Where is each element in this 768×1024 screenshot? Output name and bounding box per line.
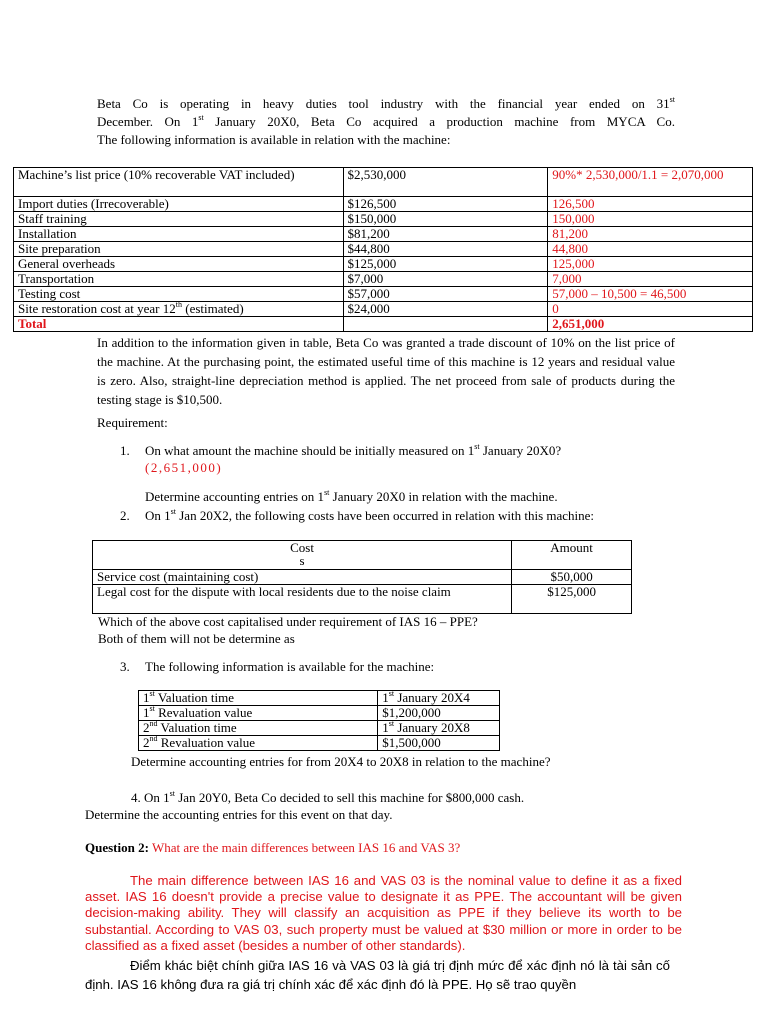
table-row [14,257,753,272]
ordinal: 1 [382,690,389,705]
cost-note: 90%* 2,530,000/1.1 = 2,070,000 [548,168,753,197]
cost-amount: $50,000 [512,570,632,585]
valuation-label [139,688,378,706]
cost-note: 7,000 [548,272,753,287]
header-costs: Cost s [93,541,512,570]
question-text-b: January 20X0? [479,443,562,458]
table-row [93,585,632,614]
cost-amount: $81,200 [343,227,548,242]
label-text: Valuation time [157,720,237,735]
total-row [14,317,753,332]
total-value: 2,651,000 [548,317,753,332]
table-row [14,272,753,287]
table-row [139,721,500,736]
superscript: nd [149,718,158,728]
answer-vietnamese: Điểm khác biệt chính giữa IAS 16 và VAS 03 là giá trị định mức để xác định nó là tài sản cố định. IAS 16 không đưa ra giá trị chính xác để xác định đó là PPE. Họ sẽ trao quyền [85,958,670,992]
total-label: Total [14,317,344,332]
cost-amount: $125,000 [512,585,632,614]
value-text: January 20X8 [394,720,470,735]
label-text: Revaluation value [157,735,255,750]
requirement-label: Requirement: [97,415,168,430]
label-text: Revaluation value [154,705,253,720]
table-row [93,570,632,585]
question-number: 1. [120,443,130,458]
cost-note: 0 [548,302,753,317]
table-row [14,168,753,197]
table-row [14,212,753,227]
additional-info-paragraph: In addition to the information given in table, Beta Co was granted a trade discount of 10% on the list price of the machine. At the purchasing point, the estimated useful time of this machine is 12 years and residual value is zero. Also, straight-line depreciation method is applied. The net proceed from sale of products during the testing stage is $10,500. [97,335,675,407]
cost-item: Installation [14,227,344,242]
intro-line-2 [97,113,675,131]
superscript: st [198,112,204,122]
cost-item: Transportation [14,272,344,287]
cost-item [14,299,344,317]
intro-line-2-text: December. On 1 [97,114,199,129]
table-row [14,242,753,257]
valuation-label [139,718,378,736]
table-row [14,227,753,242]
valuation-value: $1,200,000 [378,706,500,721]
intro-paragraph [97,95,675,149]
table-row [14,302,753,317]
cost-amount: $7,000 [343,272,548,287]
question-3-followup: Determine accounting entries for from 20X4 to 20X8 in relation to the machine? [131,754,551,769]
cost-item: Service cost (maintaining cost) [93,570,512,585]
question-text-b: Jan 20X2, the following costs have been occurred in relation with this machine: [175,508,595,523]
label-text: Valuation time [154,690,235,705]
question-2-answer: Both of them will not be determine as [98,631,295,646]
machine-cost-table [13,167,753,332]
costs-table [92,540,632,614]
table-row [139,736,500,751]
superscript: st [388,688,395,698]
cost-item: Legal cost for the dispute with local residents due to the noise claim [93,585,512,614]
cost-item-text-b: (estimated) [182,301,244,316]
question-text: The following information is available for the machine: [145,659,435,674]
superscript: st [149,688,155,698]
ordinal: 2 [143,735,150,750]
superscript: st [169,788,175,798]
question-number: 2. [120,508,130,523]
cost-amount: $2,530,000 [343,168,548,197]
superscript: st [474,441,480,451]
cost-note: 81,200 [548,227,753,242]
valuation-value [378,718,500,736]
table-row [14,287,753,302]
cost-item: General overheads [14,257,344,272]
table-row [139,691,500,706]
question-text: 4. On 1 [131,790,170,805]
cost-item: Site preparation [14,242,344,257]
superscript: st [669,94,675,104]
intro-line-3: The following information is available in relation with the machine: [97,132,451,147]
question-1 [120,442,680,460]
cost-note: 125,000 [548,257,753,272]
cost-amount: $150,000 [343,212,548,227]
superscript: st [170,506,176,516]
cost-amount: $126,500 [343,197,548,212]
cost-note: 126,500 [548,197,753,212]
question-2-heading [85,840,460,856]
ordinal: 1 [382,720,389,735]
cost-note: 150,000 [548,212,753,227]
superscript: st [388,718,395,728]
header-amount: Amount [512,541,632,570]
question-3 [120,659,434,675]
question-4-followup: Determine the accounting entries for this event on that day. [85,807,393,822]
cost-item-text: Site restoration cost at year 12 [18,301,176,316]
cost-note: 57,000 – 10,500 = 46,500 [548,287,753,302]
valuation-table [138,690,500,751]
question-number: 3. [120,659,130,674]
ordinal: 1 [143,690,150,705]
question-text: On what amount the machine should be initially measured on 1 [145,443,475,458]
valuation-value: $1,500,000 [378,736,500,751]
cost-item: Machine’s list price (10% recoverable VAT included) [14,168,344,197]
cost-amount: $125,000 [343,257,548,272]
valuation-label [139,703,378,721]
superscript: th [175,299,182,309]
entries-text-b: January 20X0 in relation with the machine. [329,489,558,504]
cost-amount: $44,800 [343,242,548,257]
question-2-followup: Which of the above cost capitalised under requirement of IAS 16 – PPE? [98,614,478,629]
valuation-label [139,733,378,751]
question-4 [131,790,524,806]
ordinal: 2 [143,720,150,735]
question-text-b: Jan 20Y0, Beta Co decided to sell this machine for $800,000 cash. [174,790,525,805]
question-1-answer: (2,651,000) [145,460,223,475]
total-amount-empty [343,317,548,332]
value-text: January 20X4 [394,690,470,705]
superscript: nd [149,733,158,743]
answer-english: The main difference between IAS 16 and VAS 03 is the nominal value to define it as a fixed asset. IAS 16 doesn't provide a precise value to designate it as PPE. The accountant will be given decision-making ability. They will classify an acquisition as PPE if they believe its worth to be substantial. According to VAS 03, such property must be valued at $30 million or more in order to be classified as a fixed asset (besides a number of other standards). [85,873,682,953]
entries-text: Determine accounting entries on 1 [145,489,325,504]
cost-amount: $24,000 [343,302,548,317]
table-header-row [93,541,632,570]
superscript: st [324,487,330,497]
cost-amount: $57,000 [343,287,548,302]
ordinal: 1 [143,705,150,720]
intro-line-2-text-b: January 20X0, Beta Co acquired a production machine from MYCA Co. [203,114,675,129]
cost-item: Import duties (Irrecoverable) [14,197,344,212]
intro-line-1 [97,95,675,113]
table-row [139,706,500,721]
question-label: Question 2: [85,840,149,855]
intro-line-1-text: Beta Co is operating in heavy duties tool industry with the financial year ended on 31 [97,96,670,111]
question-1-entries [145,489,558,505]
valuation-value [378,688,500,706]
cost-note: 44,800 [548,242,753,257]
question-text: On 1 [145,508,171,523]
cost-item: Testing cost [14,287,344,302]
table-row [14,197,753,212]
question-2 [120,508,700,524]
superscript: st [149,703,155,713]
question-text: What are the main differences between IAS 16 and VAS 3? [151,840,461,855]
cost-item: Staff training [14,212,344,227]
